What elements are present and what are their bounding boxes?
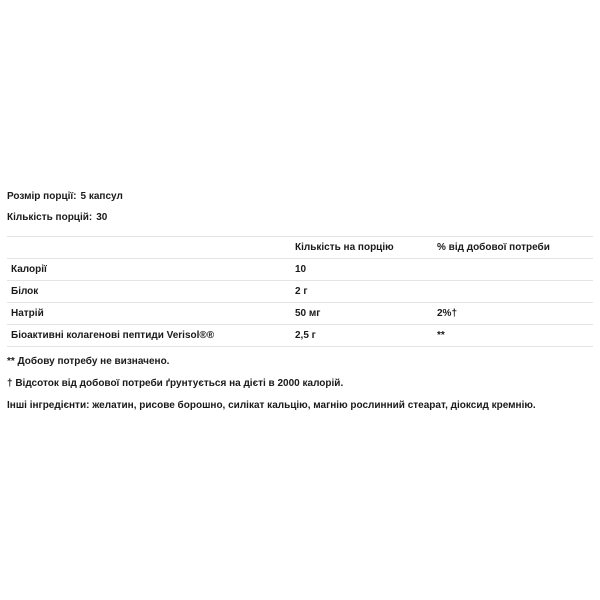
nutrient-amount: 10 [291,259,433,281]
nutrient-amount: 2 г [291,281,433,303]
nutrient-name: Біоактивні колагенові пептиди Verisol®® [7,325,291,347]
serving-size-value: 5 капсул [80,191,123,202]
nutrient-amount: 50 мг [291,303,433,325]
table-row [7,303,593,325]
servings-count-value: 30 [96,212,108,223]
servings-count [7,210,593,231]
servings-count-label: Кількість порцій: [7,212,93,223]
footnote-daily-value-basis: † Відсоток від добової потреби ґрунтується на дієті в 2000 калорій. [7,378,344,389]
header-amount: Кількість на порцію [291,237,433,259]
table-row [7,325,593,347]
nutrient-amount: 2,5 г [291,325,433,347]
footnotes [7,356,593,422]
header-nutrient [7,237,291,259]
nutrient-name: Білок [7,281,291,303]
nutrient-daily-value [433,281,593,303]
nutrient-daily-value [433,259,593,281]
other-ingredients: Інші інгредієнти: желатин, рисове борошно, силікат кальцію, магнію рослинний стеарат, діоксид кремнію. [7,400,536,411]
nutrient-daily-value: ** [433,325,593,347]
serving-size [7,189,593,210]
nutrient-name: Натрій [7,303,291,325]
footnote-daily-value-not-established: ** Добову потребу не визначено. [7,356,170,367]
nutrient-daily-value: 2%† [433,303,593,325]
table-header-row [7,237,593,259]
nutrition-table [7,236,593,347]
header-daily-value: % від добової потреби [433,237,593,259]
nutrient-name: Калорії [7,259,291,281]
serving-size-label: Розмір порції: [7,191,77,202]
table-row [7,259,593,281]
table-row [7,281,593,303]
supplement-facts-panel [7,189,593,422]
